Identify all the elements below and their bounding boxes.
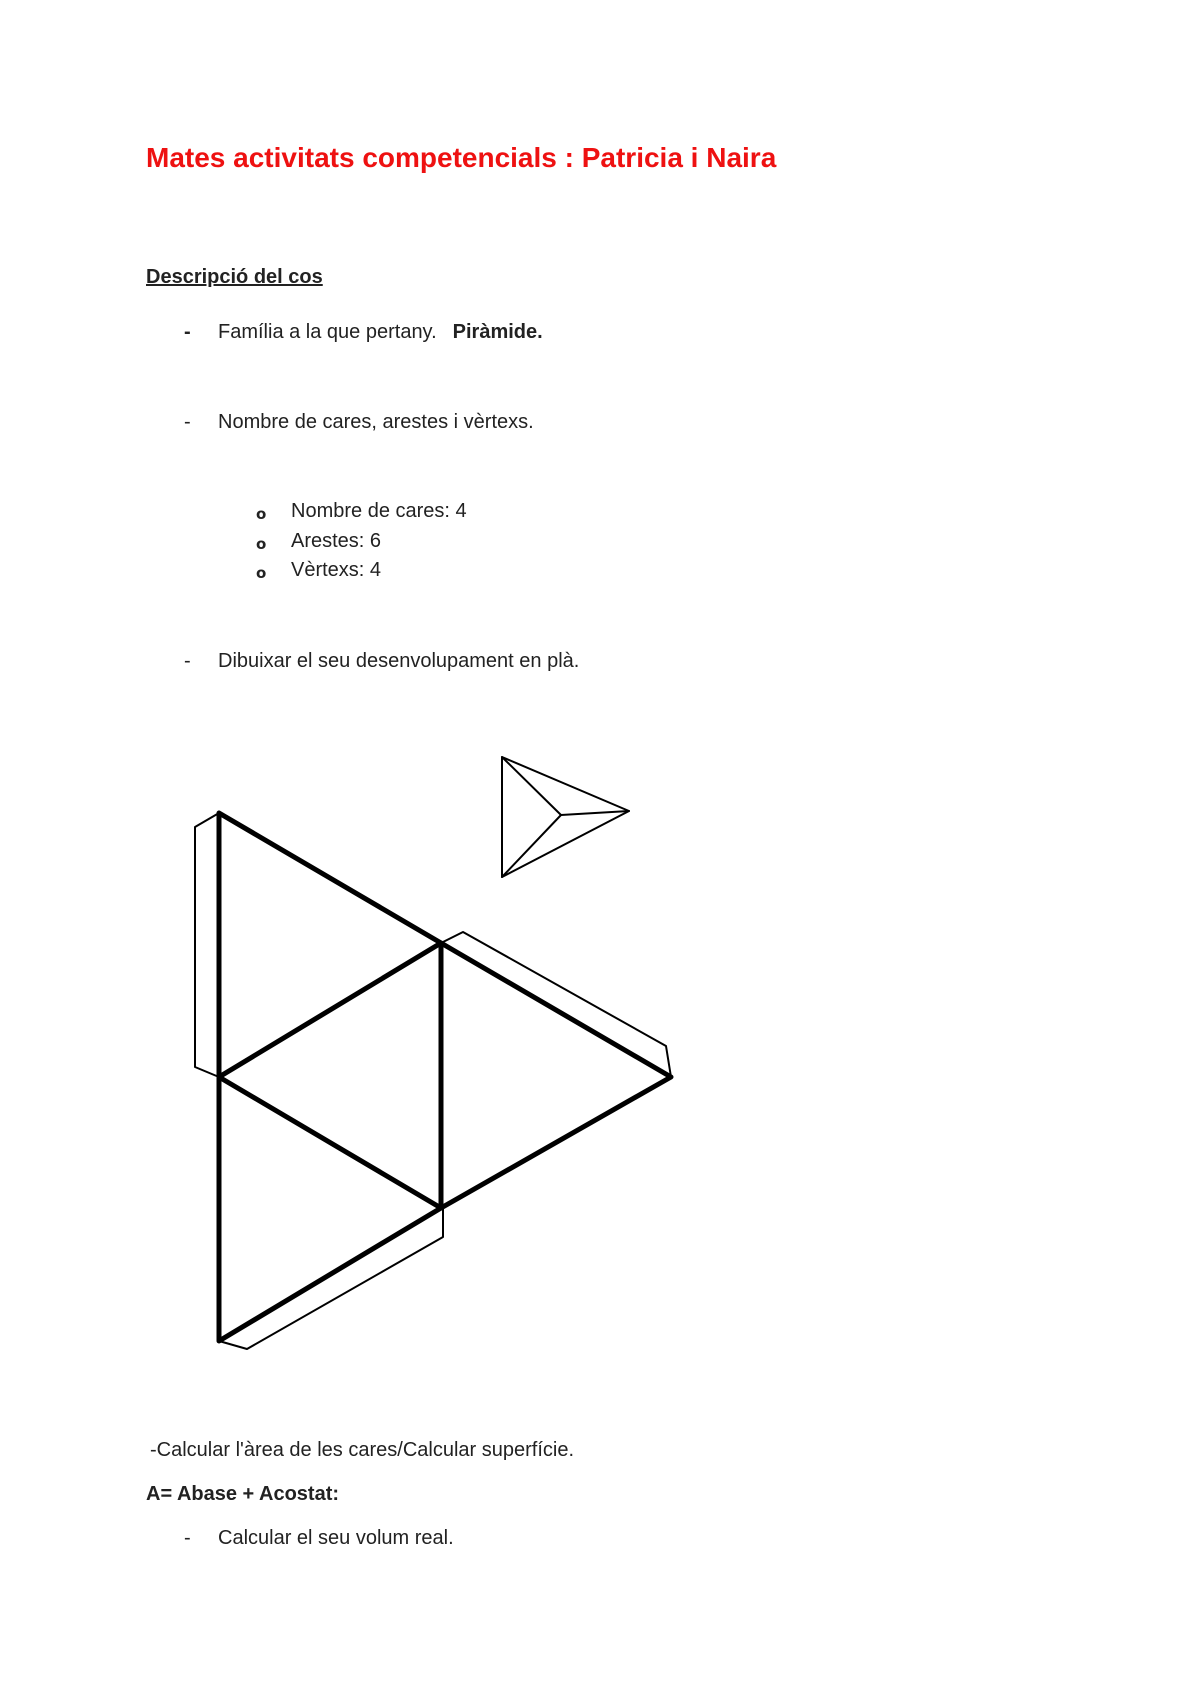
glue-tabs bbox=[195, 813, 671, 1349]
area-instruction: -Calcular l'àrea de les cares/Calcular superfície. bbox=[150, 1439, 574, 1461]
sub-item-vertices: Vèrtexs: 4 bbox=[291, 559, 382, 581]
net-left-faces bbox=[219, 813, 441, 1341]
bullet-dash: - bbox=[184, 650, 191, 672]
net-right-face bbox=[441, 943, 671, 1208]
pyramid-edge bbox=[502, 757, 561, 815]
pyramid-top-view bbox=[502, 757, 629, 877]
sub-bullet: o bbox=[256, 505, 267, 523]
glue-tab-left bbox=[195, 813, 219, 1077]
bullet-dash: - bbox=[184, 321, 191, 343]
pyramid-edge bbox=[502, 815, 561, 877]
bullet-dash: - bbox=[184, 411, 191, 433]
list-item-text: Família a la que pertany. bbox=[218, 321, 437, 343]
list-item-draw-net: Dibuixar el seu desenvolupament en plà. bbox=[218, 650, 580, 672]
net-faces bbox=[219, 813, 671, 1341]
list-item-volume: Calcular el seu volum real. bbox=[218, 1527, 454, 1549]
sub-item-edges: Arestes: 6 bbox=[291, 530, 382, 552]
sub-bullet: o bbox=[256, 535, 267, 553]
section-heading: Descripció del cos bbox=[146, 266, 323, 288]
document-title: Mates activitats competencials : Patricia i Naira bbox=[146, 142, 777, 173]
sub-item-faces: Nombre de cares: 4 bbox=[291, 500, 467, 522]
list-item-counts: Nombre de cares, arestes i vèrtexs. bbox=[218, 411, 534, 433]
area-formula: A= Abase + Acostat: bbox=[146, 1483, 340, 1505]
pyramid-edge bbox=[561, 811, 629, 815]
family-answer: Piràmide. bbox=[452, 321, 543, 343]
bullet-dash: - bbox=[184, 1527, 191, 1549]
sub-bullet: o bbox=[256, 564, 267, 582]
